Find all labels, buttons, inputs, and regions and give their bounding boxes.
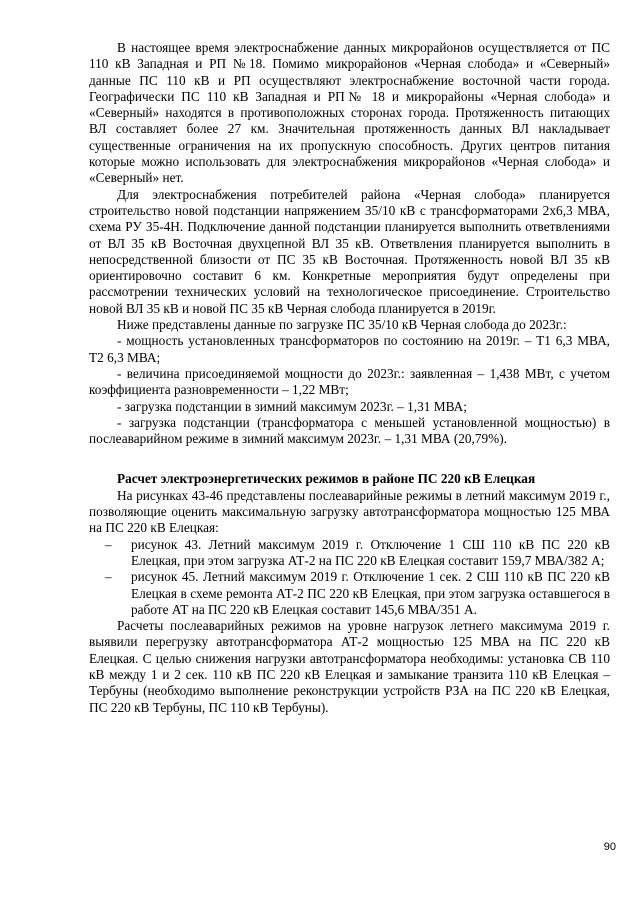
paragraph-winter-load: - загрузка подстанции в зимний максимум 2023г. – 1,31 МВА; bbox=[117, 398, 467, 414]
paragraph-load-data-intro: Ниже представлены данные по загрузке ПС 35/10 кВ Черная слобода до 2023г.: bbox=[117, 317, 567, 333]
list-dash-marker: – bbox=[105, 569, 112, 585]
list-item-text: рисунок 45. Летний максимум 2019 г. Отключение 1 сек. 2 СШ 110 кВ ПС 220 кВ Елецкая в схеме ремонта АТ-2 ПС 220 кВ Елецкая, при этом загрузка оставшегося в работе АТ на ПС 220 кВ Елецкая составит 145,6 МВА/351 А. bbox=[131, 569, 610, 617]
section-spacer bbox=[89, 447, 610, 471]
closing-paragraph: Расчеты послеаварийных режимов на уровне нагрузок летнего максимума 2019 г. выявили перегрузку автотрансформатора АТ-2 мощностью 125 МВА на ПС 220 кВ Елецкая. С целью снижения нагрузки автотрансформатора необходимы: установка СВ 110 кВ между 1 и 2 сек. 110 кВ ПС 220 кВ Елецкая и замыкание транзита 110 кВ Елецкая – Тербуны (необходимо выполнение реконструкции устройств РЗА на ПС 220 кВ Елецкая, ПС 220 кВ Тербуны, ПС 110 кВ Тербуны). bbox=[89, 618, 610, 715]
figure-list bbox=[89, 537, 610, 618]
text-column bbox=[89, 40, 610, 716]
list-dash-marker: – bbox=[105, 536, 112, 552]
paragraph-post-emergency-load: - загрузка подстанции (трансформатора с меньшей установленной мощностью) в послеаварийном режиме в зимний максимум 2023г. – 1,31 МВА (20,79%). bbox=[89, 414, 610, 447]
paragraph-new-substation-plan: Для электроснабжения потребителей района «Черная слобода» планируется строительство новой подстанции напряжением 35/10 кВ с трансформаторами 2х6,3 МВА, схема РУ 35-4Н. Подключение данной подстанции планируется выполнить ответвлениями от ВЛ 35 кВ Восточная двухцепной ВЛ 35 кВ. Ответвления планируется выполнить в непосредственной близости от ПС 35 кВ Восточная. Протяженность новой ВЛ 35 кВ ориентировочно составит 6 км. Конкретные мероприятия будут определены при рассмотрении технических условий на технологическое присоединение. Строительство новой ВЛ 35 кВ и новой ПС 35 кВ Черная слобода планируется в 2019г. bbox=[89, 186, 610, 316]
list-item-text: рисунок 43. Летний максимум 2019 г. Отключение 1 СШ 110 кВ ПС 220 кВ Елецкая, при этом загрузка АТ-2 на ПС 220 кВ Елецкая составит 159,7 МВА/382 А; bbox=[131, 536, 610, 568]
paragraph-connected-power: - величина присоединяемой мощности до 2023г.: заявленная – 1,438 МВт, с учетом коэффициента разновременности – 1,22 МВт; bbox=[89, 365, 610, 398]
section-intro: На рисунках 43-46 представлены послеаварийные режимы в летний максимум 2019 г., позволяющие оценить максимальную загрузку автотрансформатора мощностью 125 МВА на ПС 220 кВ Елецкая: bbox=[89, 487, 610, 536]
paragraph-installed-transformers: - мощность установленных трансформаторов по состоянию на 2019г. – Т1 6,3 МВА, Т2 6,3 МВА; bbox=[89, 333, 610, 365]
paragraph-power-supply-current: В настоящее время электроснабжение данных микрорайонов осуществляется от ПС 110 кВ Западная и РП №18. Помимо микрорайонов «Черная слобода» и «Северный» данные ПС 110 кВ и РП осуществляют электроснабжение восточной части города. Географически ПС 110 кВ Западная и РП№ 18 и микрорайоны «Черная слобода» и «Северный» находятся в противоположных сторонах города. Протяженность питающих ВЛ составляет более 27 км. Значительная протяженность данных ВЛ накладывает существенные ограничения на их пропускную способность. Других центров питания которые можно использовать для электроснабжения микрорайонов «Черная слобода» и «Северный» нет. bbox=[89, 40, 610, 186]
section-heading: Расчет электроэнергетических режимов в районе ПС 220 кВ Елецкая bbox=[117, 471, 536, 487]
list-item bbox=[89, 537, 610, 570]
page-number: 90 bbox=[603, 841, 616, 853]
list-item bbox=[89, 569, 610, 618]
